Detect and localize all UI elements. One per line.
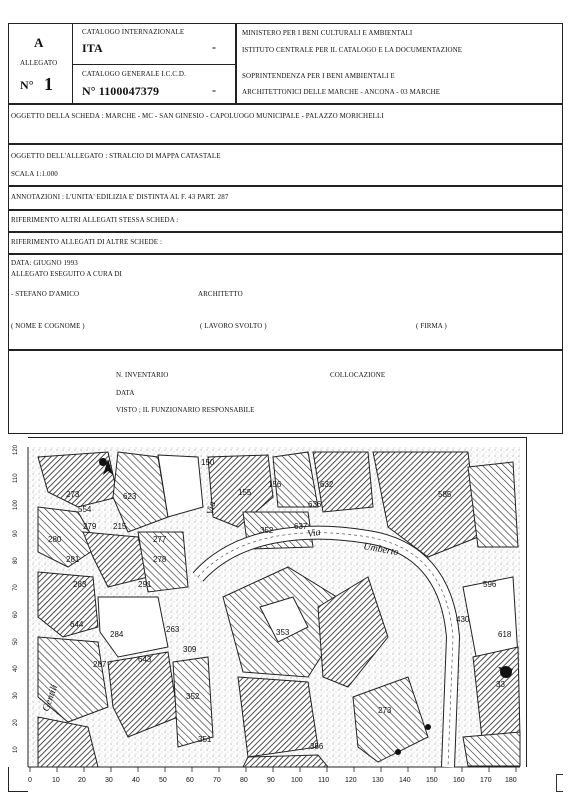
svg-text:263: 263: [166, 625, 180, 634]
svg-text:60: 60: [186, 777, 194, 784]
cat-gen-value: N° 1100047379: [82, 84, 160, 98]
data-compilazione: DATA: GIUGNO 1993: [11, 259, 78, 267]
svg-text:Via: Via: [306, 526, 322, 540]
svg-text:618: 618: [498, 630, 512, 639]
svg-text:170: 170: [480, 777, 492, 784]
svg-text:637: 637: [294, 522, 308, 531]
annotazioni: ANNOTAZIONI : L'UNITA' EDILIZIA E' DISTINTA AL F. 43 PART. 287: [11, 193, 229, 201]
oggetto-allegato: OGGETTO DELL'ALLEGATO : STRALCIO DI MAPPA CATASTALE: [11, 152, 221, 160]
corner-mark: [556, 774, 563, 792]
inventario-label: N. INVENTARIO: [116, 371, 169, 379]
svg-text:110: 110: [13, 473, 19, 483]
svg-text:180: 180: [505, 777, 517, 784]
firma-label: ( FIRMA ): [416, 322, 447, 330]
svg-text:Gentili: Gentili: [40, 683, 61, 714]
svg-text:352: 352: [186, 692, 200, 701]
svg-text:160: 160: [453, 777, 465, 784]
svg-text:156: 156: [268, 480, 282, 489]
svg-text:643: 643: [138, 655, 152, 664]
data-label: DATA: [116, 389, 135, 397]
svg-text:120: 120: [345, 777, 357, 784]
collocazione-label: COLLOCAZIONE: [330, 371, 386, 379]
svg-text:644: 644: [70, 620, 84, 629]
svg-text:155: 155: [238, 488, 252, 497]
svg-text:283: 283: [73, 580, 87, 589]
nome-label: ( NOME E COGNOME ): [11, 322, 85, 330]
svg-text:309: 309: [183, 645, 197, 654]
ministry-line-4: ARCHITETTONICI DELLE MARCHE - ANCONA - 03 MARCHE: [242, 88, 441, 96]
svg-text:636: 636: [308, 500, 322, 509]
oggetto-scheda: OGGETTO DELLA SCHEDA : MARCHE - MC - SAN GINESIO - CAPOLUOGO MUNICIPALE - PALAZZO MORICHELLI: [11, 112, 384, 120]
svg-text:352: 352: [260, 526, 274, 535]
svg-text:356: 356: [310, 742, 324, 751]
svg-text:281: 281: [66, 555, 80, 564]
ministry-line-3: SOPRINTENDENZA PER I BENI AMBIENTALI E: [242, 72, 395, 80]
svg-text:Umberto: Umberto: [362, 541, 400, 559]
allegato-number: 1: [44, 74, 54, 94]
rif-altre: RIFERIMENTO ALLEGATI DI ALTRE SCHEDE :: [11, 238, 162, 246]
svg-text:20: 20: [13, 719, 19, 726]
svg-text:20: 20: [78, 777, 86, 784]
svg-text:273: 273: [66, 490, 80, 499]
lavoro-value: ARCHITETTO: [198, 290, 243, 298]
svg-text:0: 0: [28, 777, 32, 784]
svg-text:40: 40: [132, 777, 140, 784]
svg-text:278: 278: [153, 555, 167, 564]
svg-text:585: 585: [438, 490, 452, 499]
svg-text:215: 215: [113, 522, 127, 531]
svg-text:50: 50: [13, 638, 19, 645]
svg-text:120: 120: [13, 444, 19, 455]
svg-text:110: 110: [318, 777, 330, 784]
svg-text:280: 280: [48, 535, 62, 544]
svg-text:30: 30: [105, 777, 113, 784]
visto-label: VISTO ; IL FUNZIONARIO RESPONSABILE: [116, 406, 255, 414]
svg-text:279: 279: [83, 522, 97, 531]
lavoro-label: ( LAVORO SVOLTO ): [200, 322, 267, 330]
svg-text:80: 80: [240, 777, 248, 784]
svg-text:284: 284: [110, 630, 124, 639]
rif-stessa: RIFERIMENTO ALTRI ALLEGATI STESSA SCHEDA :: [11, 216, 179, 224]
svg-text:353: 353: [276, 628, 290, 637]
inventario-box: [8, 350, 563, 434]
allegato-word: ALLEGATO: [20, 59, 58, 67]
svg-text:287: 287: [93, 660, 107, 669]
cat-gen-label: CATALOGO GENERALE I.C.C.D.: [82, 70, 186, 78]
svg-text:277: 277: [153, 535, 167, 544]
svg-text:596: 596: [483, 580, 497, 589]
svg-text:100: 100: [291, 777, 303, 784]
svg-text:140: 140: [399, 777, 411, 784]
svg-text:273: 273: [378, 706, 392, 715]
svg-text:60: 60: [13, 611, 19, 618]
allegato-no-prefix: N°: [20, 78, 34, 92]
svg-text:70: 70: [13, 584, 19, 591]
svg-text:30: 30: [13, 692, 19, 699]
compilatore-box: [8, 254, 563, 350]
oggetto-scheda-box: [8, 104, 563, 144]
svg-text:150: 150: [426, 777, 438, 784]
svg-text:100: 100: [13, 499, 19, 510]
svg-text:10: 10: [52, 777, 60, 784]
svg-text:632: 632: [320, 480, 334, 489]
svg-text:40: 40: [13, 665, 19, 672]
eseguito-label: ALLEGATO ESEGUITO A CURA DI: [11, 270, 122, 278]
svg-text:70: 70: [213, 777, 221, 784]
svg-text:430: 430: [456, 615, 470, 624]
nome-value: - STEFANO D'AMICO: [11, 290, 80, 298]
svg-text:10: 10: [13, 746, 19, 753]
oggetto-allegato-box: [8, 144, 563, 186]
svg-text:623: 623: [123, 492, 137, 501]
scala: SCALA 1:1.000: [11, 170, 58, 178]
svg-text:291: 291: [138, 580, 152, 589]
cat-int-label: CATALOGO INTERNAZIONALE: [82, 28, 185, 36]
cadastral-map: [8, 437, 527, 792]
svg-text:50: 50: [159, 777, 167, 784]
svg-text:80: 80: [13, 557, 19, 564]
allegato-letter: A: [34, 35, 44, 50]
ministry-line-1: MINISTERO PER I BENI CULTURALI E AMBIENTALI: [242, 29, 413, 37]
svg-text:33: 33: [496, 680, 505, 689]
svg-text:150: 150: [201, 458, 215, 467]
svg-text:90: 90: [13, 530, 19, 537]
svg-text:130: 130: [372, 777, 384, 784]
ministry-line-2: ISTITUTO CENTRALE PER IL CATALOGO E LA DOCUMENTAZIONE: [242, 46, 463, 54]
svg-text:90: 90: [267, 777, 275, 784]
cat-int-value: ITA: [82, 41, 103, 55]
svg-text:351: 351: [198, 735, 212, 744]
svg-text:Via: Via: [205, 500, 219, 516]
svg-text:554: 554: [78, 505, 92, 514]
